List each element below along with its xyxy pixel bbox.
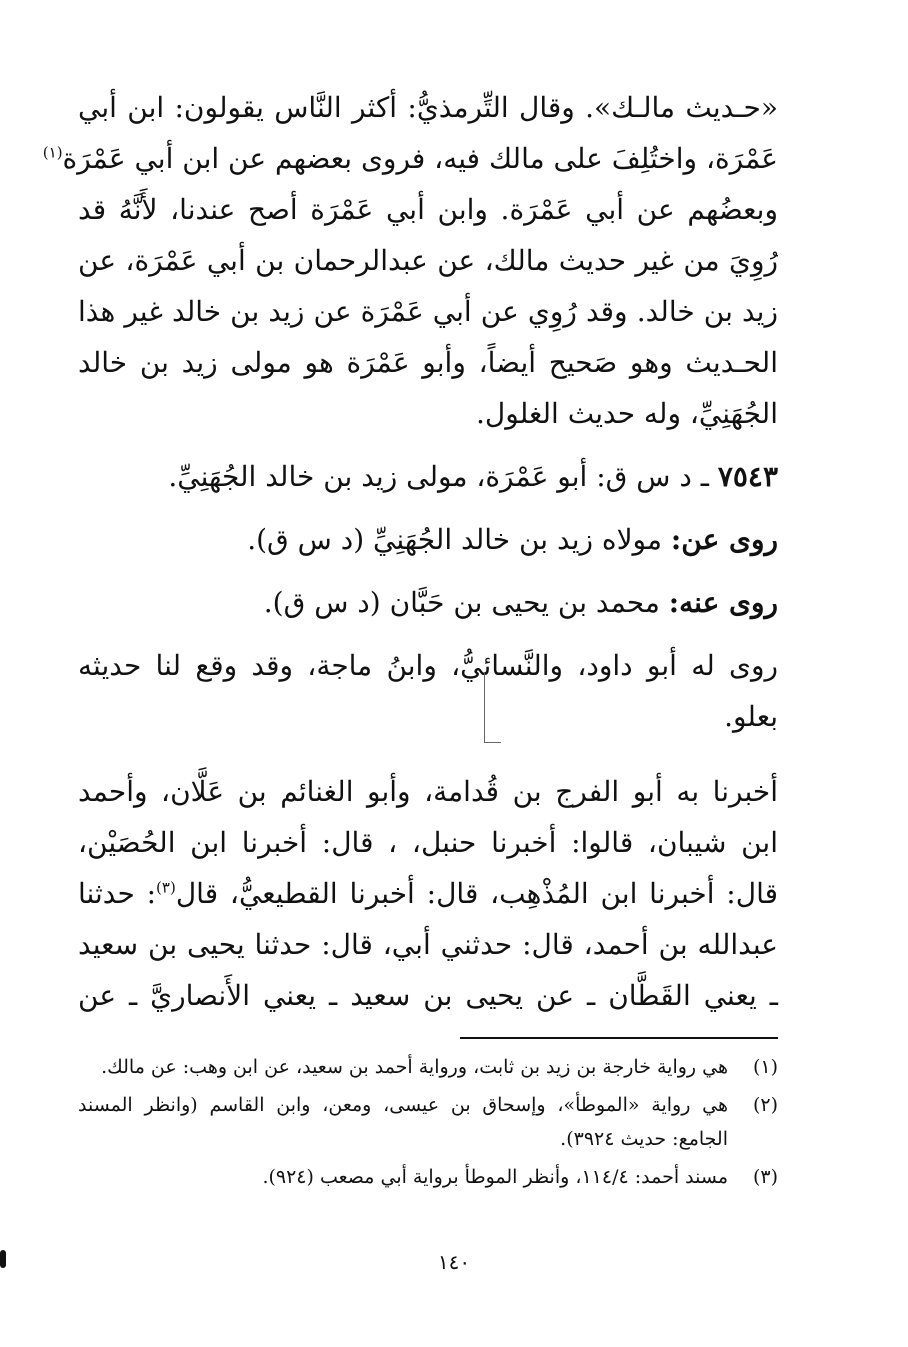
entry-title: ـ د س ق: أبو عَمْرَة، مولى زيد بن خالد الجُهَنِيِّ. bbox=[168, 460, 718, 493]
spacer bbox=[78, 439, 778, 451]
text-line: أخبرنا به أبو الفرج بن قُدامة، وأبو الغنائم بن عَلَّان، وأحمد bbox=[78, 775, 778, 808]
main-text bbox=[42, 82, 778, 1021]
narrated-from-text: مولاه زيد بن خالد الجُهَنِيِّ (د س ق). bbox=[247, 523, 671, 556]
text-line: ـ يعني القَطَّان ـ عن يحيى بن سعيد ـ يعني الأَنصاريَّ ـ عن bbox=[78, 979, 778, 1012]
text-line: «حـديث مالـك». وقال التِّرمذيُّ: أكثر النَّاس يقولون: ابن أبي bbox=[78, 91, 778, 124]
text-line: الحـديث وهو صَحيح أيضاً، وأبو عَمْرَة هو مولى زيد بن خالد bbox=[78, 346, 778, 379]
narrated-by-label: روى عنه: bbox=[668, 586, 778, 619]
footnote-number: (١) bbox=[752, 1056, 778, 1078]
spacer bbox=[78, 742, 778, 766]
footnote-divider bbox=[460, 1037, 778, 1039]
narrated-by bbox=[78, 577, 778, 628]
text-line: وبعضُهم عن أبي عَمْرَة. وابن أبي عَمْرَة أصح عندنا، لأَنَّهُ قد bbox=[78, 193, 778, 226]
footnote-marker: (٣) bbox=[156, 878, 176, 897]
text-line: روى له أبو داود، والنَّسائيُّ، وابنُ ماجة، وقد وقع لنا حديثه bbox=[78, 649, 778, 682]
spacer bbox=[78, 628, 778, 640]
text-line: عبدالله بن أحمد، قال: حدثني أبي، قال: حدثنا يحيى بن سعيد bbox=[78, 928, 778, 961]
footnote bbox=[78, 1160, 778, 1194]
text-segment: عَمْرَة، واختُلِفَ على مالك فيه، فروى بعضهم عن ابن أبي عَمْرَة bbox=[62, 142, 778, 175]
text-line: الجُهَنِيِّ، وله حديث الغلول. bbox=[476, 397, 778, 430]
spacer bbox=[78, 502, 778, 514]
text-segment: قال: أخبرنا ابن المُذْهِب، قال: أخبرنا القطيعيُّ، قال bbox=[175, 877, 778, 910]
text-line: بعلو. bbox=[724, 700, 778, 733]
footnote-number: (٢) bbox=[752, 1094, 778, 1116]
text-segment: : حدثنا bbox=[78, 877, 157, 910]
scan-mark bbox=[0, 1250, 6, 1268]
entry-heading bbox=[78, 451, 778, 502]
text-line bbox=[42, 133, 778, 184]
narrated-by-text: محمد بن يحيى بن حَبَّان (د س ق). bbox=[263, 586, 669, 619]
footnotes bbox=[78, 1050, 778, 1198]
footnote-text: هي رواية خارجة بن زيد بن ثابت، ورواية أحمد بن سعيد، عن ابن وهب: عن مالك. bbox=[101, 1056, 728, 1078]
margin-mark bbox=[484, 672, 501, 743]
text-line: زيد بن خالد. وقد رُوِي عن أبي عَمْرَة عن زيد بن خالد غير هذا bbox=[78, 295, 778, 328]
footnote-marker: (١) bbox=[42, 143, 63, 162]
text-line bbox=[78, 868, 778, 919]
footnote bbox=[78, 1050, 778, 1084]
page-number: ١٤٠ bbox=[437, 1250, 471, 1274]
footnote-number: (٣) bbox=[752, 1166, 778, 1188]
narrated-from bbox=[78, 514, 778, 565]
footnote-text: هي رواية «الموطأ»، وإسحاق بن عيسى، ومعن، وابن القاسم (وانظر المسند الجامع: حديث ٣٩٢٤). bbox=[78, 1094, 728, 1150]
text-line: ابن شيبان، قالوا: أخبرنا حنبل، ، قال: أخبرنا ابن الحُصَيْن، bbox=[78, 826, 778, 859]
footnote-text: مسند أحمد: ١١٤/٤، وأنظر الموطأ برواية أبي مصعب (٩٢٤). bbox=[262, 1166, 728, 1188]
narrated-from-label: روى عن: bbox=[670, 523, 778, 556]
text-line: رُوِيَ من غير حديث مالك، عن عبدالرحمان بن أبي عَمْرَة، عن bbox=[78, 244, 778, 277]
spacer bbox=[78, 565, 778, 577]
entry-number: ٧٥٤٣ bbox=[717, 460, 778, 493]
footnote bbox=[78, 1088, 778, 1156]
